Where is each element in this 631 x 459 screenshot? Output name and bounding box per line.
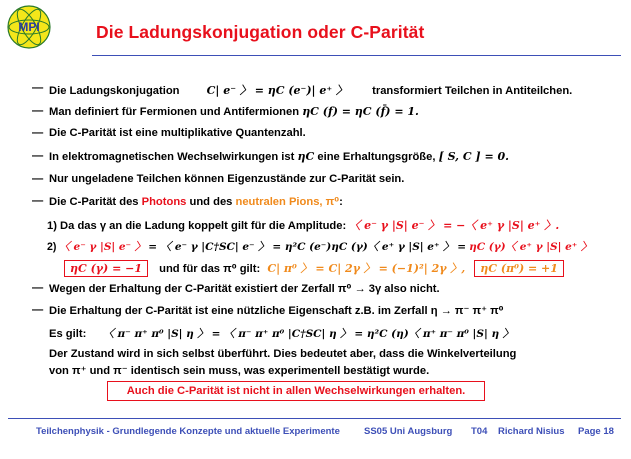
l7-formula: 〈 e⁻ γ |S| e⁻ 〉 = −〈 e⁺ γ |S| e⁺ 〉. — [349, 219, 560, 232]
text-line-14: von π⁺ und π⁻ identisch sein muss, was experimentell bestätigt wurde. — [49, 365, 430, 377]
bullet-dash: — — [32, 304, 44, 316]
l4-formula: ηC — [297, 150, 315, 163]
l8-formula-1: 〈 e⁻ γ |S| e⁻ 〉 — [59, 241, 146, 253]
text-line-1 — [49, 82, 572, 98]
l9-text: und für das π⁰ gilt: — [159, 263, 261, 275]
l6-photons: Photons — [141, 196, 187, 208]
footer-section: T04 — [471, 426, 488, 437]
l4-text-b: eine Erhaltungsgröße, — [317, 151, 436, 163]
bullet-dash: — — [32, 105, 44, 117]
text-line-11: Die Erhaltung der C-Parität ist eine nützliche Eigenschaft z.B. im Zerfall η → π⁻ π⁺ π⁰ — [49, 305, 504, 317]
bullet-dash: — — [32, 173, 44, 185]
l6-colon: : — [339, 196, 343, 208]
l1-text-b: transformiert Teilchen in Antiteilchen. — [372, 85, 573, 97]
text-line-9 — [64, 260, 564, 276]
text-line-10: Wegen der Erhaltung der C-Parität existiert der Zerfall π⁰ → 3γ also nicht. — [49, 283, 440, 295]
page-title: Die Ladungskonjugation oder C-Parität — [96, 22, 425, 42]
text-line-13: Der Zustand wird in sich selbst überführt. Dies bedeutet aber, dass die Winkelverteilung — [49, 348, 517, 360]
l9-boxed-pion: ηC (π⁰) = +1 — [474, 260, 564, 277]
l4-text-a: In elektromagnetischen Wechselwirkungen ist — [49, 151, 295, 163]
title-rule — [92, 55, 621, 56]
l12-formula: 〈 π⁻ π⁺ π⁰ |S| η 〉 = 〈 π⁻ π⁺ π⁰ |C†SC| η 〉 = η²C (η)〈 π⁺ π⁻ π⁰ |S| η 〉 — [103, 328, 514, 340]
footer-author: Richard Nisius — [498, 426, 565, 437]
l8-label: 2) — [47, 241, 57, 253]
text-line-12 — [49, 326, 513, 341]
bullet-dash: — — [32, 127, 44, 139]
mpi-atom-logo-icon — [6, 4, 52, 50]
l2-formula: ηC (f) = ηC (f̄) = 1. — [302, 105, 419, 118]
logo-text: MPI — [18, 20, 40, 34]
text-line-7 — [47, 217, 559, 233]
l8-formula-2: = 〈 e⁻ γ |C†SC| e⁻ 〉 = η²C (e⁻)ηC (γ)〈 e⁺ γ |S| e⁺ 〉 = — [148, 241, 467, 253]
text-line-5: Nur ungeladene Teilchen können Eigenzustände zur C-Parität sein. — [49, 173, 405, 185]
text-line-6 — [49, 195, 343, 208]
footer-term: SS05 Uni Augsburg — [364, 426, 453, 437]
l6-text-b: und des — [189, 196, 233, 208]
text-line-3: Die C-Parität ist eine multiplikative Quantenzahl. — [49, 127, 306, 139]
l1-formula: C| e⁻ 〉 = ηC (e⁻)| e⁺ 〉 — [206, 84, 347, 97]
bullet-dash: — — [32, 150, 44, 162]
footer-page: Page 18 — [578, 426, 614, 437]
l2-text: Man definiert für Fermionen und Antifermionen — [49, 106, 300, 118]
bullet-dash: — — [32, 82, 44, 94]
l8-formula-3: ηC (γ)〈 e⁺ γ |S| e⁺ 〉 — [469, 241, 592, 253]
l9-formula: C| π⁰ 〉 = C| 2γ 〉 = (−1)²| 2γ 〉, — [267, 262, 466, 275]
text-line-4 — [49, 150, 509, 163]
l1-text-a: Die Ladungskonjugation — [49, 85, 180, 97]
conclusion-box: Auch die C-Parität ist nicht in allen Wechselwirkungen erhalten. — [107, 381, 485, 401]
footer-rule — [8, 418, 621, 419]
l12-label: Es gilt: — [49, 328, 87, 340]
bullet-dash: — — [32, 195, 44, 207]
l6-pions: neutralen Pions, π⁰ — [235, 196, 340, 208]
text-line-2 — [49, 105, 419, 118]
l4-formula-2: [ S, C ] = 0. — [438, 150, 509, 163]
bullet-dash: — — [32, 282, 44, 294]
l9-boxed-photon: ηC (γ) = −1 — [64, 260, 148, 277]
text-line-8 — [47, 239, 591, 254]
footer-course: Teilchenphysik - Grundlegende Konzepte und aktuelle Experimente — [36, 426, 340, 437]
l7-text: 1) Da das γ an die Ladung koppelt gilt für die Amplitude: — [47, 220, 347, 232]
l6-text-a: Die C-Parität des — [49, 196, 139, 208]
